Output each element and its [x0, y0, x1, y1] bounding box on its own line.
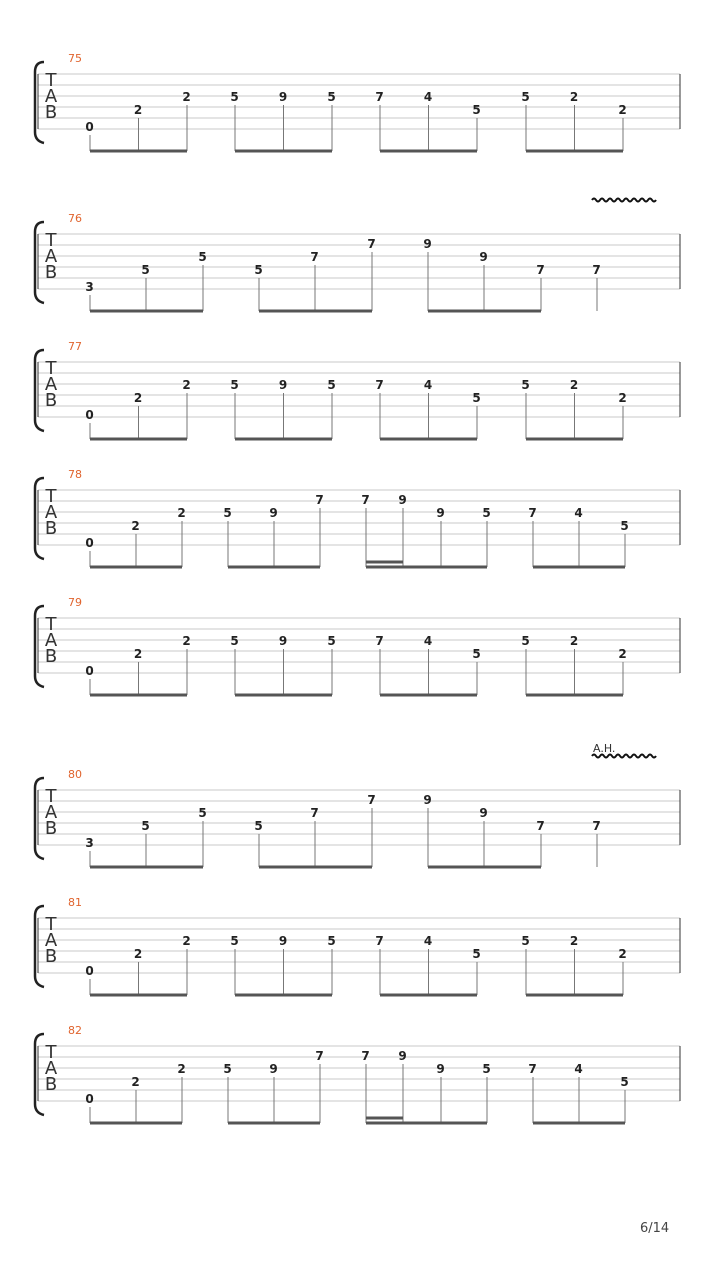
fret-number: 2 [131, 1075, 140, 1089]
fret-number: 4 [574, 506, 583, 520]
fret-number: 7 [375, 90, 384, 104]
measure-number: 79 [68, 596, 82, 609]
fret-number: 0 [85, 536, 94, 550]
fret-number: 2 [569, 378, 579, 392]
fret-number: 7 [528, 1062, 537, 1076]
fret-number: 2 [133, 103, 143, 117]
fret-number: 7 [375, 634, 384, 648]
fret-number: 0 [85, 120, 94, 134]
tab-clef-b: B [44, 818, 58, 839]
fret-number: 9 [269, 1062, 278, 1076]
fret-number: 5 [327, 378, 336, 392]
tab-system-81 [35, 896, 680, 995]
fret-number: 5 [521, 90, 530, 104]
fret-number: 5 [230, 90, 239, 104]
fret-number: 5 [327, 90, 336, 104]
tab-clef-t: T [45, 358, 57, 379]
measure-number: 81 [68, 896, 82, 909]
page-number: 6/14 [640, 1221, 670, 1236]
fret-number: 5 [472, 647, 481, 661]
fret-number: 5 [620, 519, 629, 533]
fret-number: 7 [367, 237, 376, 251]
tab-clef-t: T [45, 486, 57, 507]
fret-number: 7 [528, 506, 537, 520]
fret-number: 2 [569, 90, 579, 104]
fret-number: 2 [133, 391, 143, 405]
fret-number: 5 [620, 1075, 629, 1089]
fret-number: 0 [85, 408, 94, 422]
fret-number: 5 [521, 378, 530, 392]
tab-clef-b: B [44, 1074, 58, 1095]
fret-number: 2 [182, 634, 191, 648]
tab-system-77 [35, 340, 680, 439]
fret-number: 4 [423, 934, 433, 948]
fret-number: 2 [182, 934, 191, 948]
fret-number: 7 [592, 263, 601, 277]
fret-number: 9 [398, 493, 407, 507]
fret-number: 9 [436, 506, 445, 520]
fret-number: 5 [482, 506, 491, 520]
tab-clef-t: T [45, 914, 57, 935]
fret-number: 5 [472, 103, 481, 117]
fret-number: 5 [230, 634, 239, 648]
fret-number: 3 [85, 280, 94, 294]
fret-number: 9 [423, 793, 432, 807]
fret-number: 2 [133, 647, 143, 661]
vibrato-mark [592, 199, 656, 202]
fret-number: 7 [310, 250, 319, 264]
fret-number: 5 [223, 506, 232, 520]
fret-number: 9 [278, 90, 288, 104]
measure-number: 76 [68, 212, 82, 225]
fret-number: 2 [133, 947, 143, 961]
fret-number: 5 [521, 934, 530, 948]
tab-system-78 [35, 468, 680, 567]
measure-number: 80 [68, 768, 82, 781]
fret-number: 5 [230, 934, 239, 948]
fret-number: 5 [198, 806, 207, 820]
fret-number: 9 [436, 1062, 445, 1076]
fret-number: 2 [618, 103, 627, 117]
fret-number: 3 [85, 836, 94, 850]
fret-number: 7 [375, 934, 384, 948]
tab-clef-a: A [44, 374, 58, 395]
fret-number: 2 [618, 647, 627, 661]
fret-number: 5 [198, 250, 207, 264]
fret-number: 7 [310, 806, 319, 820]
fret-number: 9 [269, 506, 278, 520]
artificial-harmonic-label: A.H. [593, 742, 616, 755]
fret-number: 2 [177, 1062, 186, 1076]
fret-number: 5 [327, 634, 336, 648]
fret-number: 2 [182, 378, 191, 392]
fret-number: 4 [423, 90, 433, 104]
fret-number: 4 [423, 634, 433, 648]
fret-number: 2 [618, 391, 627, 405]
fret-number: 7 [375, 378, 384, 392]
tab-system-82 [35, 1024, 680, 1123]
tab-clef-t: T [45, 1042, 57, 1063]
fret-number: 5 [223, 1062, 232, 1076]
fret-number: 9 [423, 237, 432, 251]
fret-number: 2 [131, 519, 140, 533]
measure-number: 78 [68, 468, 82, 481]
tab-clef-b: B [44, 646, 58, 667]
fret-number: 2 [177, 506, 186, 520]
fret-number: 9 [398, 1049, 407, 1063]
tab-system-80 [35, 742, 680, 867]
tab-clef-t: T [45, 70, 57, 91]
tab-clef-b: B [44, 102, 58, 123]
tab-clef-b: B [44, 390, 58, 411]
measure-number: 82 [68, 1024, 82, 1037]
fret-number: 5 [327, 934, 336, 948]
fret-number: 5 [141, 263, 150, 277]
fret-number: 9 [278, 934, 288, 948]
fret-number: 0 [85, 964, 94, 978]
fret-number: 7 [367, 793, 376, 807]
tab-clef-a: A [44, 246, 58, 267]
fret-number: 7 [536, 263, 545, 277]
fret-number: 0 [85, 664, 94, 678]
fret-number: 7 [361, 493, 370, 507]
fret-number: 7 [592, 819, 601, 833]
tab-clef-t: T [45, 786, 57, 807]
tab-system-76 [35, 199, 680, 312]
measure-number: 75 [68, 52, 82, 65]
tab-system-79 [35, 596, 680, 695]
fret-number: 9 [479, 250, 488, 264]
tab-clef-a: A [44, 502, 58, 523]
fret-number: 4 [574, 1062, 583, 1076]
fret-number: 0 [85, 1092, 94, 1106]
tab-clef-a: A [44, 86, 58, 107]
tab-clef-a: A [44, 802, 58, 823]
fret-number: 7 [315, 1049, 324, 1063]
fret-number: 5 [254, 819, 263, 833]
fret-number: 5 [521, 634, 530, 648]
tab-clef-t: T [45, 614, 57, 635]
fret-number: 5 [472, 391, 481, 405]
fret-number: 5 [472, 947, 481, 961]
fret-number: 2 [182, 90, 191, 104]
tab-clef-a: A [44, 930, 58, 951]
tab-clef-b: B [44, 262, 58, 283]
fret-number: 5 [141, 819, 150, 833]
fret-number: 7 [536, 819, 545, 833]
fret-number: 2 [569, 934, 579, 948]
tab-clef-b: B [44, 946, 58, 967]
fret-number: 7 [315, 493, 324, 507]
fret-number: 9 [278, 378, 288, 392]
tab-clef-a: A [44, 1058, 58, 1079]
tab-system-75 [35, 52, 680, 151]
measure-number: 77 [68, 340, 82, 353]
tab-clef-b: B [44, 518, 58, 539]
fret-number: 5 [230, 378, 239, 392]
fret-number: 9 [278, 634, 288, 648]
fret-number: 2 [569, 634, 579, 648]
fret-number: 4 [423, 378, 433, 392]
fret-number: 5 [254, 263, 263, 277]
fret-number: 7 [361, 1049, 370, 1063]
fret-number: 5 [482, 1062, 491, 1076]
fret-number: 9 [479, 806, 488, 820]
tab-clef-t: T [45, 230, 57, 251]
fret-number: 2 [618, 947, 627, 961]
tab-clef-a: A [44, 630, 58, 651]
